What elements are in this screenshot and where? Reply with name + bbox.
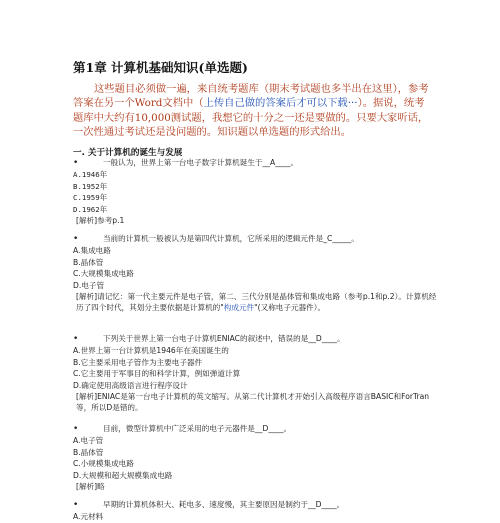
- option-b: B.它主要采用电子管作为主要电子器件: [73, 357, 203, 367]
- question-stem: • 下列关于世界上第一台电子计算机ENIAC的叙述中，错误的是__D____。: [73, 334, 345, 344]
- option-d: D.1962年: [73, 204, 108, 214]
- explanation: [解析]请记忆：第一代主要元件是电子管，第二、三代分别是晶体管和集成电路（参考p.1和p.2）。计算机经历了四个时代，其划分主要依据是计算机的"构成元件"(又称电子元器件）。: [76, 292, 437, 313]
- bullet-icon: •: [73, 234, 79, 244]
- question-stem: • 一般认为，世界上第一台电子数字计算机诞生于__A____。: [73, 158, 299, 168]
- section-title: 一. 关于计算机的诞生与发展: [73, 148, 183, 158]
- intro-download-note: 上传自己做的答案后才可以下载···: [203, 97, 358, 110]
- bullet-icon: •: [73, 334, 79, 344]
- option-d: D.大规模和超大规模集成电路: [73, 470, 173, 480]
- chapter-title: 第1章 计算机基础知识(单选题): [73, 60, 248, 75]
- question-1: [73, 157, 443, 226]
- option-d: D.电子管: [73, 280, 105, 290]
- explanation-highlight: 构成元件: [223, 303, 255, 313]
- option-c: C.它主要用于军事目的和科学计算，例如弹道计算: [73, 369, 241, 379]
- question-stem: • 当前的计算机一般被认为是第四代计算机，它所采用的逻辑元件是_C_____。: [73, 234, 359, 244]
- bullet-icon: •: [73, 158, 79, 168]
- option-a: A.元材料: [73, 512, 104, 522]
- intro-text-1: 这些题目必须做一遍，来自统考题库（期末考试题也多半出在这里），参考答案在另一个Word文档中（: [73, 83, 429, 110]
- option-b: B.晶体管: [73, 257, 104, 267]
- question-5: [73, 499, 443, 523]
- explanation: [解析]略: [76, 482, 105, 492]
- explanation: [解析]ENIAC是第一台电子计算机的英文缩写。从第二代计算机才开始引入高级程序语言BASIC和ForTran等，所以D是错的。: [76, 392, 430, 413]
- explanation: [解析]参考p.1: [76, 216, 125, 226]
- option-a: A.1946年: [73, 170, 108, 180]
- option-a: A.电子管: [73, 436, 104, 446]
- option-a: A.世界上第一台计算机是1946年在美国诞生的: [73, 346, 229, 356]
- option-b: B.1952年: [73, 181, 108, 191]
- option-c: C.小规模集成电路: [73, 459, 134, 469]
- question-stem: • 目前，微型计算机中广泛采用的电子元器件是__D____。: [73, 424, 292, 434]
- intro-text-2: ）。据说，统考题库中大约有10,000测试题，我想它的十分之一还是要做的。只要大家听话，一次性通过考试还是没问题的。知识题以单选题的形式给出。: [73, 97, 429, 138]
- question-3: [73, 333, 443, 414]
- intro-paragraph: [73, 82, 433, 139]
- option-a: A.集成电路: [73, 246, 111, 256]
- option-c: C.大规模集成电路: [73, 269, 134, 279]
- question-4: [73, 423, 443, 492]
- option-d: D.确定使用高级语言进行程序设计: [73, 380, 188, 390]
- question-stem: • 早期的计算机体积大、耗电多、速度慢，其主要原因是制约于__D____。: [73, 500, 345, 510]
- bullet-icon: •: [73, 500, 79, 510]
- option-b: B.晶体管: [73, 447, 104, 457]
- question-2: [73, 233, 443, 314]
- option-c: C.1959年: [73, 193, 108, 203]
- bullet-icon: •: [73, 424, 79, 434]
